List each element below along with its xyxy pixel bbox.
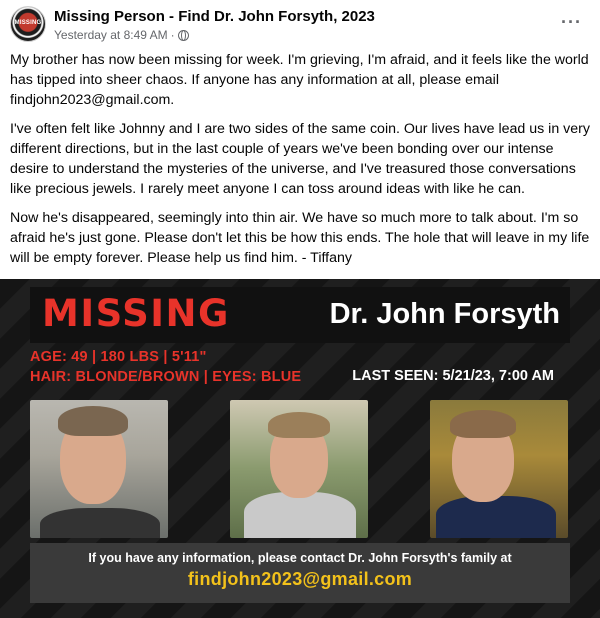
page-name-link[interactable]: Missing Person - Find Dr. John Forsyth, 2023 bbox=[54, 8, 375, 25]
poster-photo-2 bbox=[230, 400, 368, 538]
poster-stats-hair-eyes: HAIR: BLONDE/BROWN | EYES: BLUE bbox=[30, 369, 302, 385]
poster-contact-email: findjohn2023@gmail.com bbox=[187, 569, 413, 589]
poster-last-seen: LAST SEEN: 5/21/23, 7:00 AM bbox=[352, 368, 554, 384]
post-paragraph-3: Now he's disappeared, seemingly into thin air. We have so much more to talk about. I'm so afraid he's just gone. Please don't let this be how this ends. The hole that will leave in my life will be empty forever. Please help us find him. - Tiffany bbox=[10, 210, 590, 266]
poster-stats-age-weight-height: AGE: 49 | 180 LBS | 5'11" bbox=[30, 349, 207, 365]
globe-icon[interactable] bbox=[178, 30, 189, 41]
post-paragraph-2: I've often felt like Johnny and I are two sides of the same coin. Our lives have lead us in very different directions, but in the last couple of years we've been bonding over our intense desire to understand the mysteries of the universe, and I've treasured those conversations like precious jewels. I rarely meet anyone I can toss around ideas with like he can. bbox=[10, 121, 590, 197]
poster-photo-1 bbox=[30, 400, 168, 538]
missing-poster-image[interactable] bbox=[0, 279, 600, 618]
avatar-text: MISSING bbox=[14, 20, 42, 26]
post-timestamp[interactable]: Yesterday at 8:49 AM bbox=[54, 28, 168, 42]
more-icon[interactable]: ··· bbox=[561, 12, 582, 32]
post-meta bbox=[54, 28, 189, 42]
poster-contact-box bbox=[30, 543, 570, 603]
poster-name: Dr. John Forsyth bbox=[329, 298, 560, 330]
meta-separator: · bbox=[170, 28, 175, 42]
post-header bbox=[0, 0, 600, 46]
post-body bbox=[10, 50, 590, 306]
poster-banner bbox=[30, 287, 570, 343]
page-avatar[interactable] bbox=[10, 6, 46, 42]
poster-contact-line: If you have any information, please contact Dr. John Forsyth's family at bbox=[88, 551, 512, 565]
post-paragraph-1: My brother has now been missing for week. I'm grieving, I'm afraid, and it feels like the world has tipped into sheer chaos. If anyone has any information at all, please email findjohn2023@gmail.com. bbox=[10, 52, 589, 108]
poster-headline: MISSING bbox=[42, 292, 230, 335]
poster-photo-3 bbox=[430, 400, 568, 538]
